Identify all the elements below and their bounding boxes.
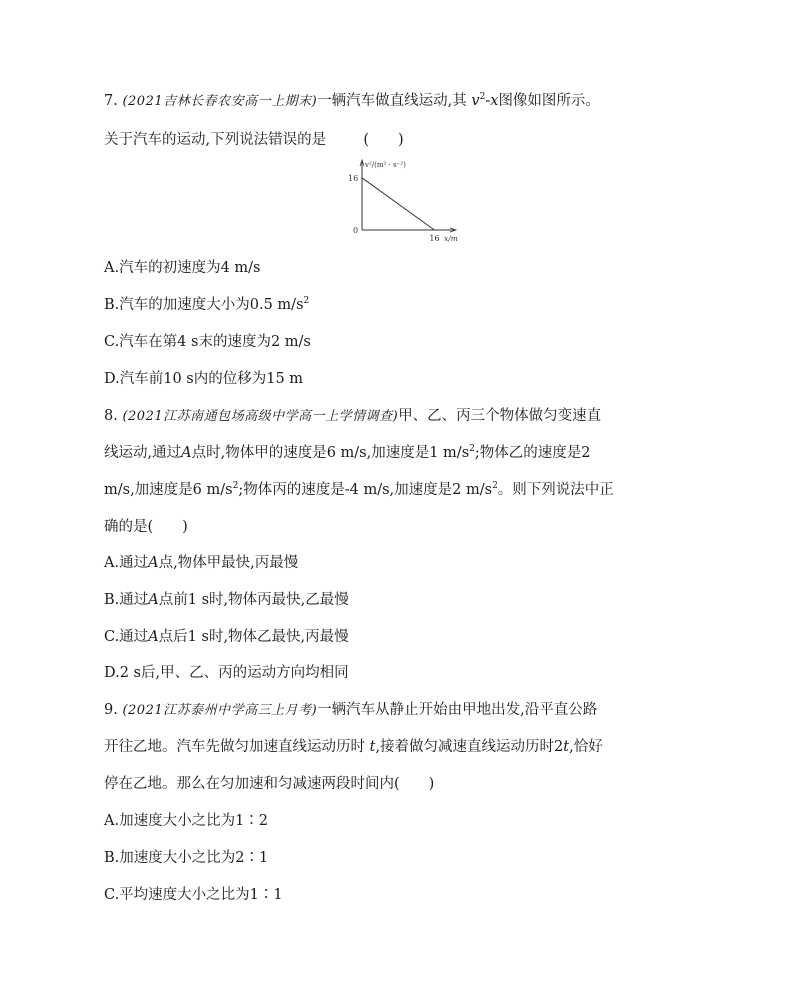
q7-answer-paren: ( ) xyxy=(363,132,404,148)
q7-option-b-text: B.汽车的加速度大小为0.5 m/s xyxy=(104,297,304,313)
q8-option-a-point: A xyxy=(148,555,159,571)
q7-var-v: v xyxy=(471,93,480,109)
q8-l3-c: 。则下列说法中正 xyxy=(497,482,614,498)
q8-point-a: A xyxy=(181,445,192,461)
q8-option-c-post: 点后1 s时,物体乙最快,丙最慢 xyxy=(158,629,349,645)
q8-l2-c: ;物体乙的速度是2 xyxy=(474,445,591,461)
q9-option-b-text: B.加速度大小之比为2∶1 xyxy=(104,850,269,866)
q9-text: 一辆汽车从静止开始由甲地出发,沿平直公路 xyxy=(317,702,598,718)
q8-option-b-post: 点前1 s时,物体丙最快,乙最慢 xyxy=(158,592,349,608)
q8-l2-a: 线运动,通过 xyxy=(104,445,182,461)
q9-l2-a: 开往乙地。汽车先做匀加速直线运动历时 xyxy=(104,739,365,755)
q7-source: (2021吉林长春农安高一上期末) xyxy=(122,94,318,109)
q9-option-b xyxy=(104,848,268,868)
q8-l3-b: ;物体丙的速度是-4 m/s,加速度是2 m/s xyxy=(238,482,493,498)
q8-option-c-point: A xyxy=(148,629,159,645)
series-line xyxy=(362,178,434,230)
q9-l3: 停在乙地。那么在匀加速和匀减速两段时间内( ) xyxy=(104,776,435,792)
x-axis-label: x/m xyxy=(444,234,458,243)
q8-source: (2021江苏南通包场高级中学高一上学情调查) xyxy=(122,409,399,424)
q7-option-d-text: D.汽车前10 s内的位移为15 m xyxy=(104,371,304,387)
q9-line-3 xyxy=(104,774,434,794)
q8-text: 甲、乙、丙三个物体做匀变速直 xyxy=(398,408,602,424)
q8-option-d-text: D.2 s后,甲、乙、丙的运动方向均相同 xyxy=(104,665,349,681)
y-axis-label: v²/(m² · s⁻²) xyxy=(365,161,406,169)
q7-stem: 关于汽车的运动,下列说法错误的是 xyxy=(104,132,327,148)
q9-var-t: t xyxy=(369,739,376,755)
q8-line-1 xyxy=(104,406,601,427)
q8-l3-sup2: 2 xyxy=(492,481,498,491)
q7-line-1 xyxy=(104,91,600,112)
q9-l2-c: ,恰好 xyxy=(569,739,603,755)
q7-option-d xyxy=(104,369,303,389)
q8-line-4 xyxy=(104,517,188,537)
q8-option-b-pre: B.通过 xyxy=(104,592,149,608)
q8-option-b xyxy=(104,590,349,610)
q8-l2-b: 点时,物体甲的速度是6 m/s,加速度是1 m/s xyxy=(191,445,470,461)
q8-l4: 确的是( ) xyxy=(104,519,188,535)
q7-text: 一辆汽车做直线运动,其 xyxy=(317,93,467,109)
q7-line-2 xyxy=(104,130,404,150)
q8-l3-sup1: 2 xyxy=(232,481,239,491)
q7-option-b-sup: 2 xyxy=(303,296,310,306)
q8-option-a-post: 点,物体甲最快,丙最慢 xyxy=(158,555,299,571)
q7-dash: - xyxy=(485,93,491,109)
q8-line-2 xyxy=(104,443,591,463)
q9-option-a xyxy=(104,811,268,831)
q7-option-a xyxy=(104,258,261,278)
v2-x-chart xyxy=(334,156,464,248)
q9-line-2 xyxy=(104,737,603,757)
q8-option-c xyxy=(104,627,349,647)
q7-var-v-exp: 2 xyxy=(479,92,486,102)
q9-var-t2: t xyxy=(563,739,570,755)
q8-option-b-point: A xyxy=(148,592,159,608)
q9-option-a-text: A.加速度大小之比为1∶2 xyxy=(104,813,269,829)
q7-option-b xyxy=(104,295,309,315)
q8-number: 8. xyxy=(104,408,118,424)
x-tick-label: 16 xyxy=(429,234,440,243)
q8-l3-a: m/s,加速度是6 m/s xyxy=(104,482,233,498)
q9-source: (2021江苏泰州中学高三上月考) xyxy=(122,703,318,718)
q9-option-c-text: C.平均速度大小之比为1∶1 xyxy=(104,887,283,903)
q8-option-d xyxy=(104,663,349,683)
y-tick-label: 16 xyxy=(348,173,359,183)
q9-line-1 xyxy=(104,700,597,721)
q8-line-3 xyxy=(104,480,614,500)
q7-option-c-text: C.汽车在第4 s末的速度为2 m/s xyxy=(104,334,311,350)
q9-option-c xyxy=(104,885,283,905)
q8-option-a xyxy=(104,553,298,573)
q7-number: 7. xyxy=(104,93,118,109)
q7-var-x: x xyxy=(490,93,499,109)
q9-l2-b: ,接着做匀减速直线运动历时2 xyxy=(375,739,564,755)
q7-option-c xyxy=(104,332,311,352)
q7-text-b: 图像如图所示。 xyxy=(498,93,600,109)
q9-number: 9. xyxy=(104,702,118,718)
q7-option-a-text: A.汽车的初速度为4 m/s xyxy=(104,260,261,276)
q8-option-a-pre: A.通过 xyxy=(104,555,149,571)
q8-option-c-pre: C.通过 xyxy=(104,629,149,645)
q8-l2-sup: 2 xyxy=(469,444,475,454)
origin-label: 0 xyxy=(353,226,359,235)
